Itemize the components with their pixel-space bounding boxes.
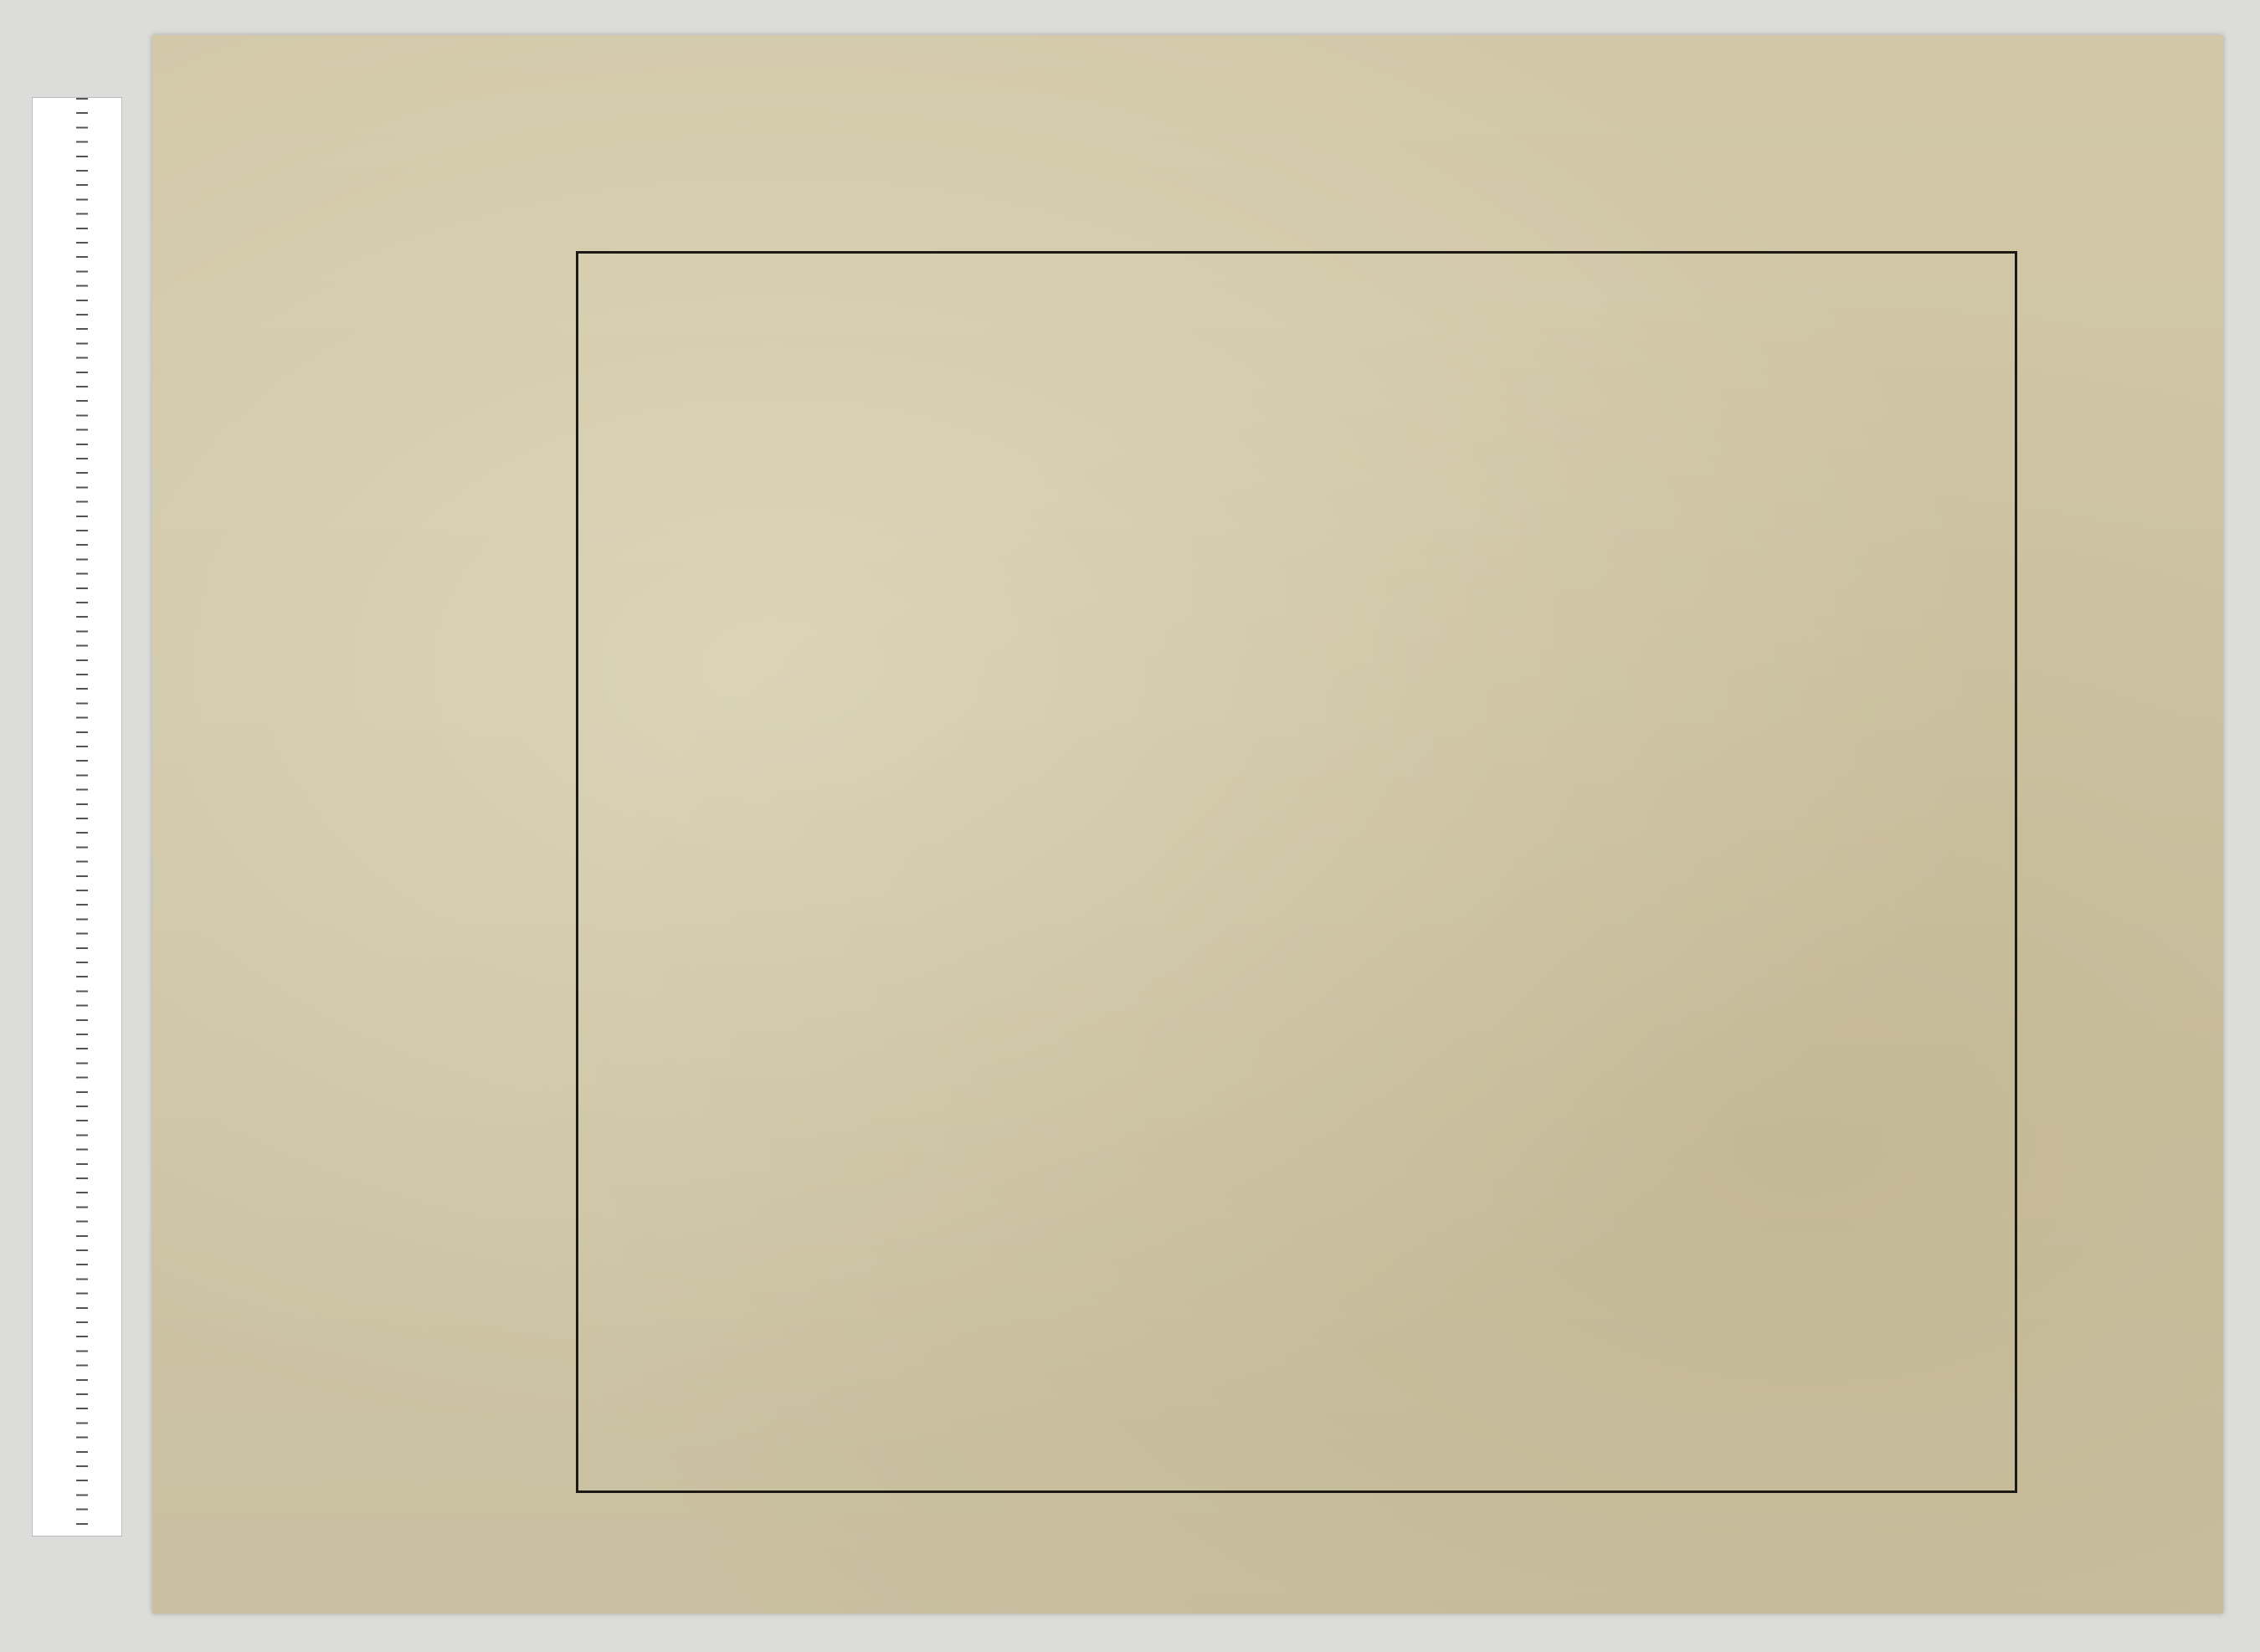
scale-labels	[80, 105, 121, 1542]
paper-sheet	[152, 35, 2223, 1614]
color-scale-ruler	[32, 97, 122, 1537]
color-swatches	[33, 98, 74, 1536]
text-frame	[576, 251, 2017, 1493]
